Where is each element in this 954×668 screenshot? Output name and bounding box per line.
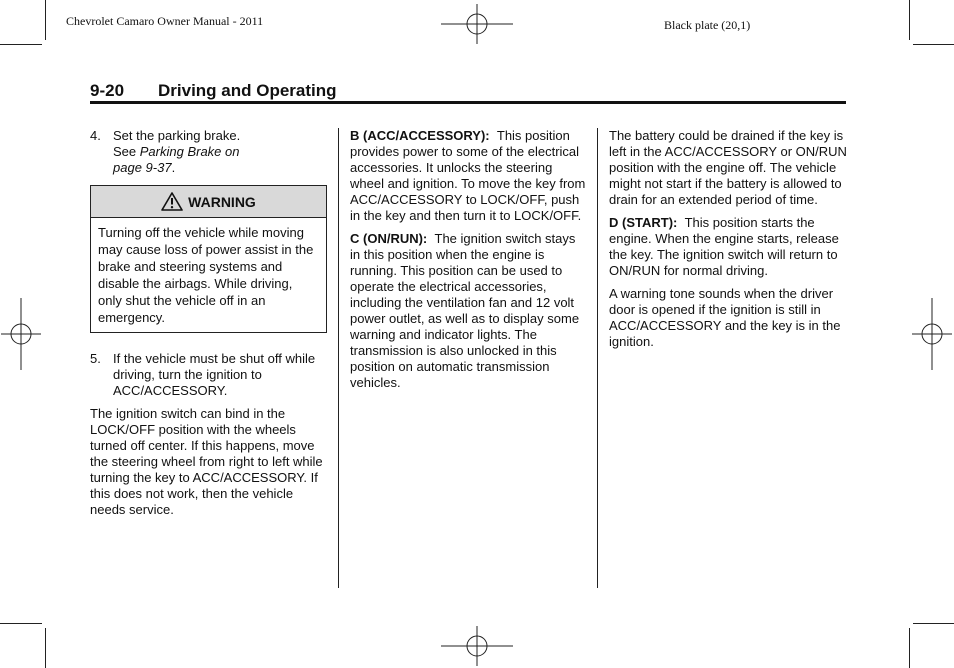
registration-mark-icon [1, 298, 41, 370]
paragraph-warning-tone: A warning tone sounds when the driver door is opened if the ignition is still in ACC/ACCESSORY and the key is in the ignition. [609, 286, 841, 349]
warning-triangle-icon [161, 192, 183, 211]
column-divider [597, 128, 598, 588]
warning-box [90, 185, 327, 333]
paragraph-battery: The battery could be drained if the key is left in the ACC/ACCESSORY or ON/RUN position with the engine off. The vehicle might not start if the battery is allowed to drain for an extended period of time. [609, 128, 847, 207]
heading-rule [90, 101, 846, 104]
term-start: D (START): [609, 215, 678, 230]
registration-mark-icon [912, 298, 952, 370]
paragraph-acc-accessory [350, 128, 586, 224]
plate-label: Black plate (20,1) [664, 18, 751, 32]
see-label: See [113, 144, 140, 159]
warning-text: Turning off the vehicle while moving may cause loss of power assist in the brake and steering systems and disable the airbags. While driving, only shut the vehicle off in an emergency. [98, 225, 314, 325]
column-divider [338, 128, 339, 588]
list-number: 5. [90, 351, 101, 366]
reference-period: . [171, 160, 176, 175]
registration-mark-icon [441, 4, 513, 44]
paragraph-on-run [350, 231, 586, 391]
crop-mark [913, 44, 954, 45]
acc-accessory-text: This position provides power to some of the electrical accessories. It unlocks the steering wheel and ignition. To move the key from ACC/ACCESSORY to LOCK/OFF, push in the key and then turn it to LOCK/OFF. [350, 128, 586, 223]
crop-mark [0, 623, 42, 624]
manual-title: Chevrolet Camaro Owner Manual - 2011 [66, 14, 264, 28]
term-on-run: C (ON/RUN): [350, 231, 428, 246]
column-1 [90, 128, 328, 525]
list-item-step-5 [90, 351, 328, 399]
crop-mark [909, 628, 910, 668]
term-acc-accessory: B (ACC/ACCESSORY): [350, 128, 490, 143]
crop-mark [909, 0, 910, 40]
column-3 [609, 128, 849, 357]
section-title: Driving and Operating [158, 81, 337, 100]
paragraph-ignition-bind: The ignition switch can bind in the LOCK/OFF position with the wheels turned off center. If this happens, move the steering wheel from right to left while turning the key to ACC/ACCESSORY. If this does not work, then the vehicle needs service. [90, 406, 323, 517]
cross-reference-link[interactable]: Parking Brake on page 9-37 [113, 144, 240, 175]
step-4-reference [113, 144, 263, 176]
warning-header [91, 186, 326, 218]
registration-mark-icon [441, 626, 513, 666]
crop-mark [45, 628, 46, 668]
start-text: This position starts the engine. When the engine starts, release the key. The ignition switch will return to ON/RUN for normal driving. [609, 215, 839, 278]
section-heading [90, 81, 337, 101]
list-item-step-4 [90, 128, 328, 176]
crop-mark [45, 0, 46, 40]
step-5-text: If the vehicle must be shut off while driving, turn the ignition to ACC/ACCESSORY. [113, 351, 316, 398]
on-run-text: The ignition switch stays in this position when the engine is running. This position can be used to operate the electrical accessories, including the ventilation fan and 12 volt power outlet, as well as to display some warning and indicator lights. The transmission is also unlocked in this position on automatic transmission vehicles. [350, 231, 580, 390]
column-2 [350, 128, 586, 398]
crop-mark [913, 623, 954, 624]
paragraph-start [609, 215, 849, 279]
list-number: 4. [90, 128, 101, 143]
page-number: 9-20 [90, 81, 125, 100]
step-4-text: Set the parking brake. [113, 128, 241, 143]
crop-mark [0, 44, 42, 45]
warning-label: WARNING [188, 193, 256, 210]
